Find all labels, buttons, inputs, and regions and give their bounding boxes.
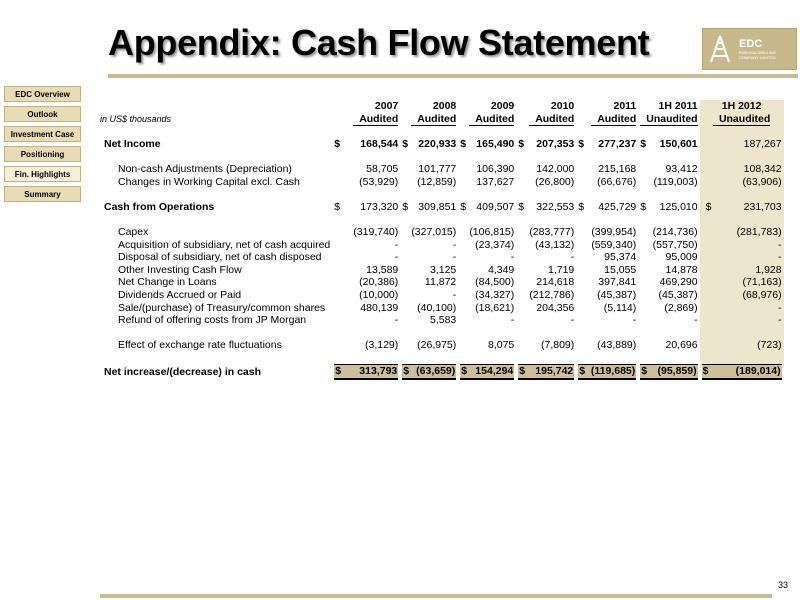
cell-value: (189,014)	[735, 365, 781, 378]
col-year: 1H 2012	[721, 100, 762, 112]
cell-value: 313,793	[359, 365, 398, 378]
cell-value: -	[510, 314, 515, 327]
row-label: Capex	[118, 225, 149, 238]
cell-value: 309,851	[418, 200, 457, 213]
row-label: Dividends Accrued or Paid	[118, 288, 242, 301]
table-row	[100, 302, 786, 315]
cell-value: 1,928	[755, 263, 782, 276]
row-label: Changes in Working Capital excl. Cash	[118, 175, 300, 188]
cell-value: 95,374	[604, 251, 637, 264]
row-label: Sale/(purchase) of Treasury/common shares	[118, 301, 326, 314]
cell-value: 397,841	[598, 276, 637, 289]
cell-value: (23,374)	[475, 238, 515, 251]
table-row	[100, 289, 786, 302]
col-status: Unaudited	[640, 113, 697, 126]
cell-value: (2,869)	[664, 301, 698, 314]
cell-value: -	[394, 251, 399, 264]
cell-value: 214,618	[536, 276, 575, 289]
cell-value: 137,627	[476, 175, 515, 188]
col-year: 2007	[374, 100, 399, 112]
row-label: Effect of exchange rate fluctuations	[118, 339, 282, 352]
cell-value: (45,387)	[597, 288, 637, 301]
cell-value: (26,800)	[535, 175, 575, 188]
page-title: Appendix: Cash Flow Statement	[108, 22, 650, 63]
cell-value: -	[632, 314, 637, 327]
logo-name: EDC	[739, 38, 763, 50]
cell-value: (557,750)	[652, 238, 698, 251]
cell-value: 93,412	[665, 162, 698, 175]
cell-value: 14,878	[665, 263, 698, 276]
cell-value: 13,589	[366, 263, 399, 276]
cell-value: -	[452, 238, 457, 251]
cell-value: (63,906)	[742, 175, 782, 188]
cell-value: -	[694, 314, 698, 327]
cell-value: 277,237	[598, 137, 637, 150]
table-row	[100, 226, 786, 239]
nav-investment-case[interactable]: Investment Case	[4, 126, 81, 142]
cell-value: 15,055	[604, 263, 637, 276]
col-year: 1H 2011	[658, 100, 698, 112]
row-label: Net increase/(decrease) in cash	[104, 365, 261, 378]
logo-subtitle-1: EURASIA DRILLING	[739, 50, 776, 55]
cell-value: 11,872	[424, 276, 457, 289]
row-label: Cash from Operations	[104, 200, 215, 213]
cell-value: (95,859)	[657, 365, 697, 378]
nav-summary[interactable]: Summary	[4, 186, 81, 202]
cell-value: 231,703	[743, 200, 782, 213]
cell-value: 101,777	[418, 162, 457, 175]
row-label: Net Change in Loans	[118, 276, 217, 289]
cell-value: (18,621)	[475, 301, 515, 314]
table-row	[100, 339, 786, 352]
cell-value: -	[570, 251, 575, 264]
cell-value: -	[778, 238, 782, 251]
cell-value: (43,132)	[535, 238, 575, 251]
cell-value: (3,129)	[364, 339, 399, 352]
col-status: Audited	[591, 113, 636, 126]
cell-value: 142,000	[536, 162, 575, 175]
cell-value: 3,125	[429, 263, 457, 276]
col-status: Unaudited	[713, 113, 770, 126]
cell-value: (119,003)	[653, 175, 698, 188]
cell-value: (106,815)	[469, 225, 515, 238]
table-row	[100, 276, 786, 289]
year-header-row	[100, 100, 786, 113]
derrick-icon	[707, 34, 733, 64]
table-row: Net Income $ 168,544 $ 220,933 $ 165,490 $ 207,353 $ 277,237 $ 150,601 187,267	[100, 138, 786, 151]
col-year: 2010	[550, 100, 575, 112]
cell-value: (66,676)	[597, 175, 637, 188]
row-label: Acquisition of subsidiary, net of cash acquired	[118, 238, 331, 251]
cell-value: 5,583	[429, 314, 457, 327]
table-row	[100, 264, 786, 277]
cell-value: -	[570, 314, 575, 327]
row-label: Net Income	[104, 137, 161, 150]
cell-value: (119,685)	[590, 365, 636, 378]
cell-value: 215,168	[598, 162, 637, 175]
cell-value: 8,075	[487, 339, 515, 352]
cell-value: (7,809)	[540, 339, 575, 352]
cell-value: (63,659)	[416, 365, 456, 378]
table-row: Cash from Operations $ 173,320 $ 309,851 $ 409,507 $ 322,553 $ 425,729 $ 125,010 $ 231,703	[100, 201, 786, 214]
edc-logo	[702, 28, 797, 70]
cell-value: (281,783)	[736, 225, 782, 238]
cell-value: (327,015)	[411, 225, 457, 238]
cell-value: 480,139	[360, 301, 399, 314]
cell-value: (84,500)	[475, 276, 515, 289]
table-row	[100, 163, 786, 176]
cell-value: (10,000)	[359, 288, 399, 301]
units-label: in US$ thousands	[100, 113, 172, 124]
col-status: Audited	[353, 113, 398, 126]
cell-value: (26,975)	[417, 339, 457, 352]
cell-value: 195,742	[535, 365, 574, 378]
title-underline	[108, 74, 798, 78]
cell-value: (723)	[757, 339, 782, 352]
cell-value: (40,100)	[417, 301, 457, 314]
cell-value: 4,349	[487, 263, 515, 276]
cell-value: 469,290	[659, 276, 698, 289]
cell-value: 173,320	[360, 200, 399, 213]
cell-value: -	[778, 314, 782, 327]
table-row	[100, 176, 786, 189]
col-year: 2009	[490, 100, 515, 112]
page-number: 33	[778, 580, 789, 590]
cell-value: (212,786)	[529, 288, 575, 301]
cell-value: (559,340)	[591, 238, 637, 251]
cell-value: (399,954)	[591, 225, 637, 238]
cell-value: (319,740)	[353, 225, 399, 238]
cell-value: 150,601	[659, 137, 698, 150]
cell-value: 95,009	[665, 251, 698, 264]
cell-value: 108,342	[743, 162, 782, 175]
cell-value: (68,976)	[742, 288, 782, 301]
cell-value: 106,390	[476, 162, 515, 175]
cell-value: (12,859)	[417, 175, 457, 188]
nav-outlook[interactable]: Outlook	[4, 106, 81, 122]
col-status: Audited	[469, 113, 514, 126]
cell-value: (214,736)	[652, 225, 698, 238]
cell-value: (45,387)	[658, 288, 698, 301]
cell-value: (5,114)	[603, 301, 637, 314]
footer-line	[100, 594, 772, 598]
nav-edc-overview[interactable]: EDC Overview	[4, 86, 81, 102]
cell-value: 154,294	[475, 365, 514, 378]
cell-value: 165,490	[476, 137, 515, 150]
cell-value: (71,163)	[742, 276, 782, 289]
status-header-row	[100, 113, 786, 126]
cell-value: (43,889)	[597, 339, 637, 352]
cell-value: 20,696	[665, 339, 698, 352]
cash-flow-table	[100, 100, 786, 380]
cell-value: 409,507	[476, 200, 515, 213]
cell-value: (283,777)	[529, 225, 575, 238]
cell-value: -	[510, 251, 515, 264]
cell-value: (53,929)	[359, 175, 399, 188]
cell-value: 168,544	[360, 137, 399, 150]
col-status: Audited	[529, 113, 574, 126]
col-year: 2008	[432, 100, 457, 112]
row-label: Other Investing Cash Flow	[118, 263, 242, 276]
col-status: Audited	[411, 113, 456, 126]
cell-value: 187,267	[743, 137, 782, 150]
cell-value: -	[778, 301, 782, 314]
table-row	[100, 251, 786, 264]
table-row	[100, 239, 786, 252]
row-label: Refund of offering costs from JP Morgan	[118, 314, 307, 327]
nav-fin-highlights[interactable]: Fin. Highlights	[4, 166, 81, 182]
row-label: Disposal of subsidiary, net of cash disposed	[118, 251, 322, 264]
logo-subtitle-2: COMPANY LIMITED	[739, 55, 776, 60]
cell-value: -	[452, 288, 457, 301]
table-row	[100, 314, 786, 327]
nav-positioning[interactable]: Positioning	[4, 146, 81, 162]
cell-value: 220,933	[418, 137, 457, 150]
cell-value: 425,729	[598, 200, 637, 213]
cell-value: 207,353	[536, 137, 575, 150]
cell-value: -	[778, 251, 782, 264]
cell-value: -	[452, 251, 457, 264]
col-year: 2011	[613, 100, 637, 112]
section-nav	[4, 86, 81, 206]
row-label: Non-cash Adjustments (Depreciation)	[118, 162, 292, 175]
table-row-total: Net increase/(decrease) in cash $ 313,793 $ (63,659) $ 154,294 $ 195,742 $ (119,685) $ (95,859) $ (189,014)	[100, 364, 786, 380]
cell-value: -	[394, 314, 399, 327]
cell-value: 58,705	[366, 162, 399, 175]
cell-value: 322,553	[536, 200, 575, 213]
cell-value: (20,386)	[359, 276, 399, 289]
cell-value: 204,356	[536, 301, 575, 314]
cell-value: 1,719	[547, 263, 575, 276]
cell-value: 125,010	[659, 200, 698, 213]
cell-value: -	[394, 238, 399, 251]
cell-value: (34,327)	[475, 288, 515, 301]
